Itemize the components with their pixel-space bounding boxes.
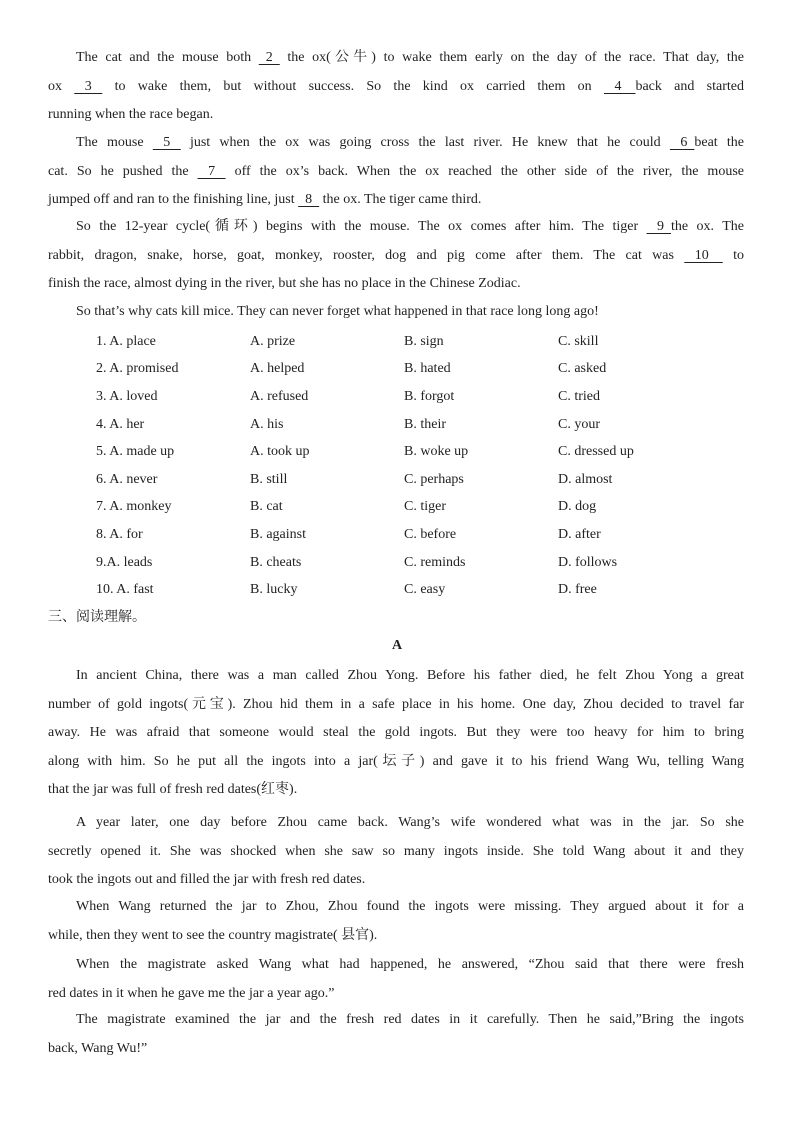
reading-paragraph-2 (48, 809, 744, 895)
cloze-text: to (722, 247, 744, 263)
reading-line (48, 866, 744, 895)
option-row (96, 438, 746, 466)
option-choice: 1. A. place (96, 333, 156, 349)
option-choice: A. refused (250, 388, 309, 404)
option-choice: 2. A. promised (96, 361, 179, 377)
option-choice: 8. A. for (96, 526, 143, 542)
cloze-paragraph-4 (48, 298, 744, 327)
option-choice: A. his (250, 416, 284, 432)
option-choice: D. follows (558, 554, 618, 570)
option-row (96, 549, 746, 577)
option-choice: D. almost (558, 471, 613, 487)
reading-line (48, 748, 744, 777)
reading-line (48, 662, 744, 691)
cloze-text: The mouse (48, 135, 153, 150)
cloze-line (48, 298, 744, 327)
option-choice: B. cheats (250, 554, 302, 570)
cloze-text: The cat and the mouse both (48, 50, 259, 65)
cloze-text: So the 12-year cycle(循环) begins with the mouse. The ox comes after him. The tiger (48, 219, 647, 234)
option-choice: A. took up (250, 444, 310, 460)
reading-text: number of gold ingots(元宝). Zhou hid them in a safe place in his home. One day, Zhou decided to travel far (48, 696, 744, 712)
option-row (96, 383, 746, 411)
cloze-paragraph-2 (48, 129, 744, 215)
cloze-text: rabbit, dragon, snake, horse, goat, monkey, rooster, dog and pig come after them. The cat was (48, 247, 685, 263)
reading-text: The magistrate examined the jar and the fresh red dates in it carefully. Then he said,”Bring the ingots (48, 1012, 744, 1027)
reading-line (48, 838, 744, 867)
option-choice: C. asked (558, 361, 607, 377)
option-choice: C. tried (558, 388, 600, 404)
cloze-line (48, 129, 744, 158)
reading-text: When Wang returned the jar to Zhou, Zhou found the ingots were missing. They argued about it for a (48, 899, 744, 914)
reading-text: while, then they went to see the country magistrate( 县官). (48, 927, 378, 943)
answer-blank: 10 (684, 247, 723, 263)
reading-text: along with him. So he put all the ingots into a jar(坛子) and gave it to his friend Wang Wu, telling Wang (48, 753, 744, 769)
cloze-text: ox (48, 78, 75, 94)
option-choice: D. dog (558, 499, 597, 515)
option-row (96, 521, 746, 549)
cloze-text: the ox. The (671, 219, 744, 234)
option-choice: 4. A. her (96, 416, 145, 432)
option-choice: C. tiger (404, 499, 446, 515)
cloze-text: beat the (694, 135, 745, 150)
cloze-text: just when the ox was going cross the last river. He knew that he could (180, 135, 670, 150)
cloze-text: to wake them, but without success. So the kind ox carried them on (102, 78, 604, 94)
cloze-text: finish the race, almost dying in the river, but she has no place in the Chinese Zodiac. (48, 276, 521, 291)
cloze-text: running when the race began. (48, 107, 214, 122)
option-choice: D. after (558, 526, 601, 542)
cloze-line (48, 213, 744, 242)
reading-text: secretly opened it. She was shocked when she saw so many ingots inside. She told Wang about it and they (48, 843, 744, 859)
reading-line (48, 691, 744, 720)
option-choice: B. cat (250, 499, 283, 515)
cloze-line (48, 73, 744, 102)
cloze-text: jumped off and ran to the finishing line, just (48, 192, 299, 207)
option-choice: 7. A. monkey (96, 499, 172, 515)
cloze-line (48, 101, 744, 130)
reading-paragraph-3 (48, 893, 744, 950)
cloze-line (48, 186, 744, 215)
reading-text: In ancient China, there was a man called Zhou Yong. Before his father died, he felt Zhou Yong a great (48, 668, 744, 683)
option-choice: 9.A. leads (96, 554, 153, 570)
answer-blank: 6 (669, 135, 695, 150)
reading-text: A year later, one day before Zhou came back. Wang’s wife wondered what was in the jar. So she (48, 815, 744, 830)
option-choice: C. skill (558, 333, 599, 349)
option-choice: C. perhaps (404, 471, 464, 487)
option-choice: 10. A. fast (96, 582, 154, 598)
reading-line (48, 922, 744, 951)
option-choice: C. your (558, 416, 600, 432)
option-choice: 5. A. made up (96, 444, 175, 460)
option-choice: 3. A. loved (96, 388, 158, 404)
option-choice: A. helped (250, 361, 305, 377)
reading-line (48, 1035, 744, 1064)
option-choice: B. sign (404, 333, 444, 349)
option-choice: B. hated (404, 361, 451, 377)
reading-line (48, 809, 744, 838)
reading-text: When the magistrate asked Wang what had happened, he answered, “Zhou said that there were fresh (48, 957, 744, 972)
cloze-options-table (96, 328, 746, 604)
option-choice: B. their (404, 416, 446, 432)
passage-title: A (391, 638, 403, 653)
reading-line (48, 980, 744, 1009)
option-choice: B. still (250, 471, 288, 487)
reading-text: away. He was afraid that someone would steal the gold ingots. But they were too heavy for him to bring (48, 725, 744, 740)
option-choice: A. prize (250, 333, 296, 349)
option-choice: B. against (250, 526, 306, 542)
reading-line (48, 719, 744, 748)
option-row (96, 411, 746, 439)
reading-paragraph-5 (48, 1006, 744, 1063)
reading-text: that the jar was full of fresh red dates(红枣). (48, 782, 298, 797)
cloze-line (48, 270, 744, 299)
cloze-text: the ox(公牛) to wake them early on the day of the race. That day, the (279, 50, 744, 65)
option-choice: C. before (404, 526, 457, 542)
option-choice: C. easy (404, 582, 446, 598)
option-row (96, 494, 746, 522)
answer-blank: 9 (646, 219, 672, 234)
cloze-line (48, 242, 744, 271)
cloze-paragraph-3 (48, 213, 744, 299)
answer-blank: 5 (152, 135, 181, 150)
answer-blank: 8 (298, 192, 320, 207)
reading-line (48, 951, 744, 980)
answer-blank: 7 (197, 163, 226, 179)
option-row (96, 328, 746, 356)
option-choice: C. reminds (404, 554, 466, 570)
reading-text: back, Wang Wu!” (48, 1040, 148, 1056)
cloze-paragraph-1 (48, 44, 744, 130)
option-choice: 6. A. never (96, 471, 158, 487)
cloze-text: back and started (635, 78, 744, 94)
option-choice: B. woke up (404, 444, 469, 460)
cloze-text: cat. So he pushed the (48, 163, 198, 179)
option-row (96, 576, 746, 604)
reading-line (48, 1006, 744, 1035)
option-row (96, 466, 746, 494)
option-choice: C. dressed up (558, 444, 634, 460)
cloze-text: off the ox’s back. When the ox reached the other side of the river, the mouse (225, 163, 744, 179)
option-choice: B. forgot (404, 388, 455, 404)
reading-paragraph-4 (48, 951, 744, 1008)
option-choice: B. lucky (250, 582, 298, 598)
option-row (96, 356, 746, 384)
cloze-text: the ox. The tiger came third. (319, 192, 482, 207)
reading-text: took the ingots out and filled the jar with fresh red dates. (48, 872, 366, 887)
cloze-line (48, 44, 744, 73)
reading-text: red dates in it when he gave me the jar a year ago.” (48, 985, 335, 1001)
reading-paragraph-1 (48, 662, 744, 805)
section-heading: 三、阅读理解。 (48, 609, 146, 625)
reading-line (48, 893, 744, 922)
cloze-line (48, 158, 744, 187)
answer-blank: 3 (74, 78, 103, 94)
reading-line (48, 776, 744, 805)
answer-blank: 4 (603, 78, 636, 94)
option-choice: D. free (558, 582, 597, 598)
answer-blank: 2 (258, 50, 280, 65)
cloze-text: So that’s why cats kill mice. They can never forget what happened in that race long long ago! (48, 304, 599, 319)
